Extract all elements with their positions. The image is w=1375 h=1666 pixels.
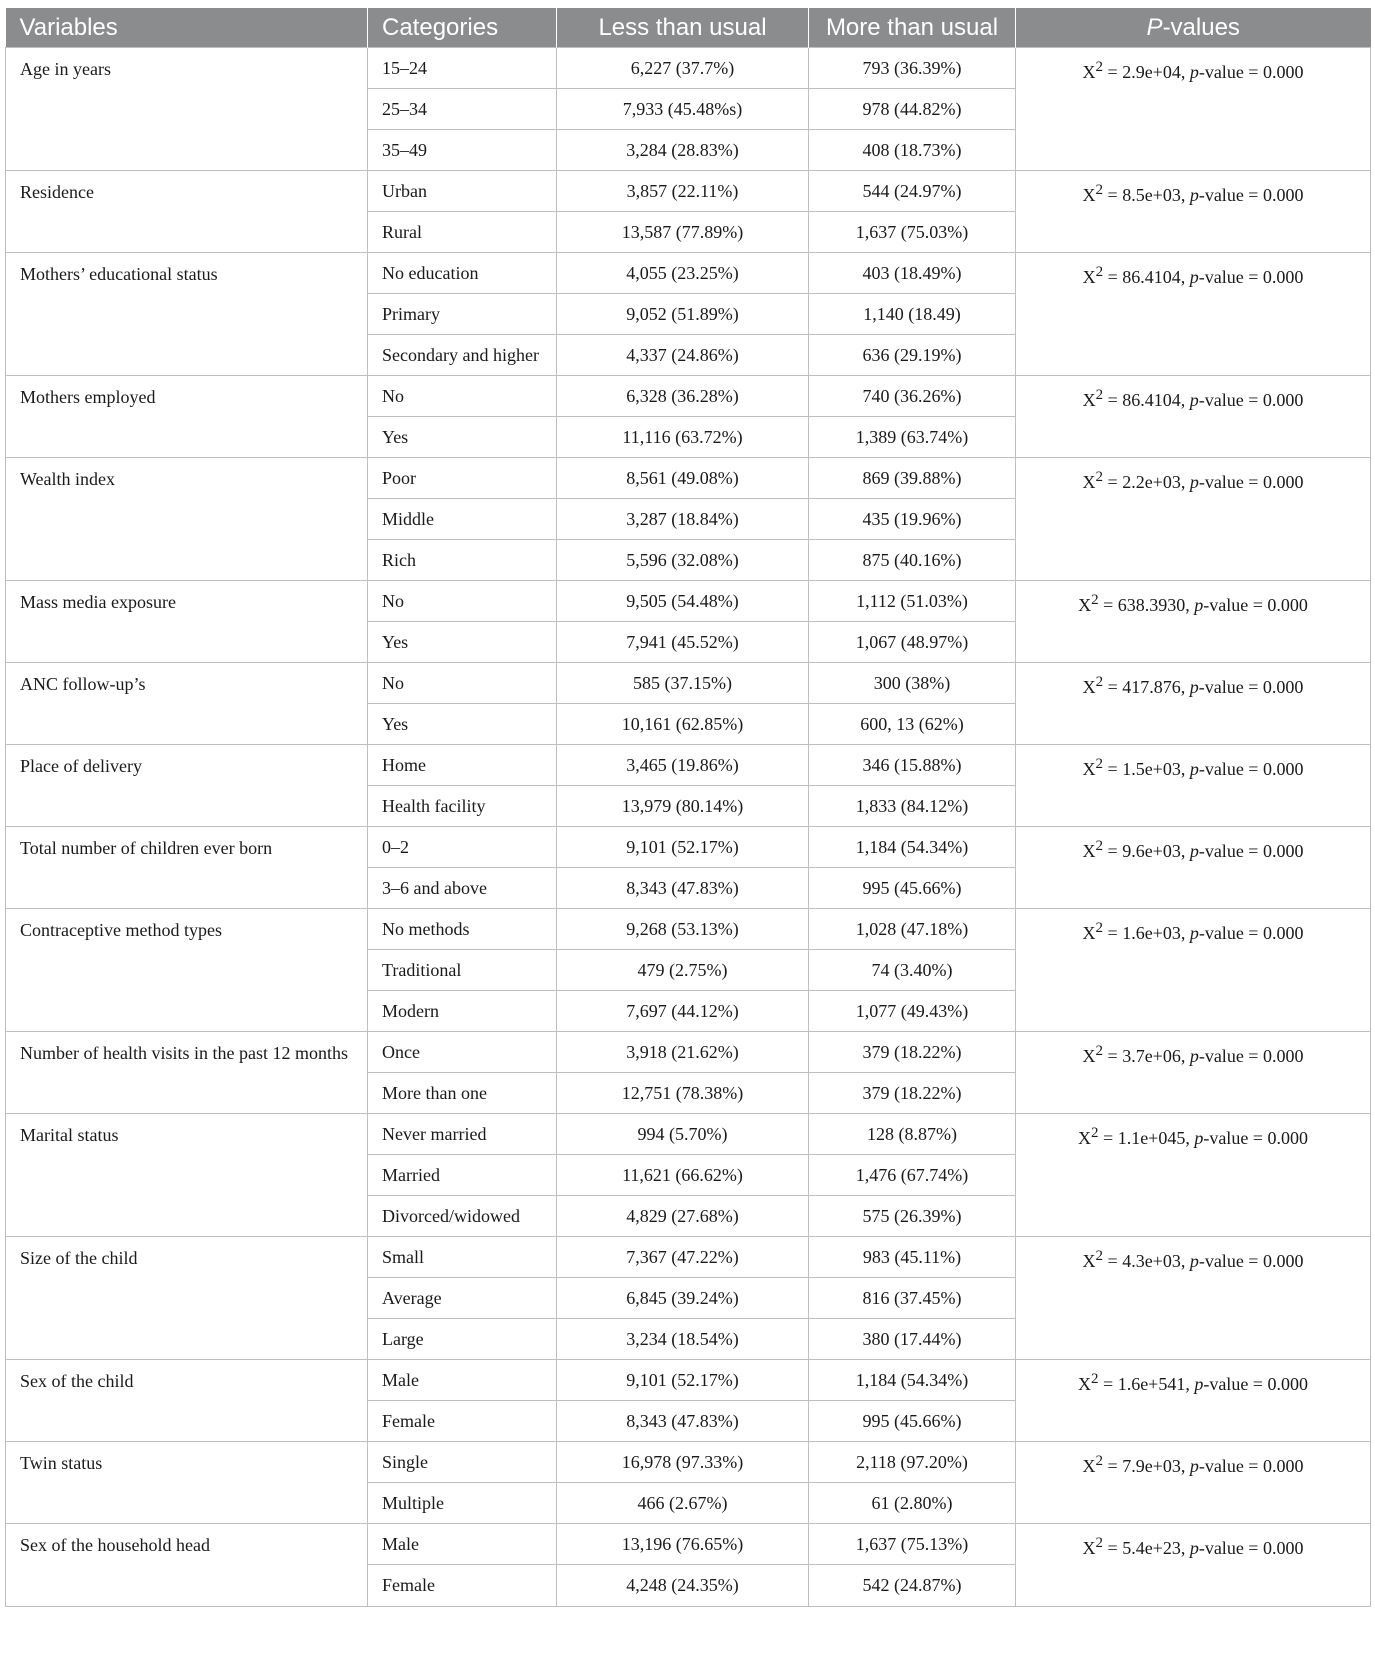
more-than-usual-cell: 875 (40.16%) (809, 540, 1016, 581)
p-value-suffix: -value = (1203, 1128, 1268, 1148)
more-than-usual-cell: 544 (24.97%) (809, 171, 1016, 212)
less-than-usual-cell: 3,234 (18.54%) (557, 1319, 809, 1360)
category-cell: Middle (368, 499, 557, 540)
less-than-usual-cell: 994 (5.70%) (557, 1114, 809, 1155)
more-than-usual-cell: 128 (8.87%) (809, 1114, 1016, 1155)
more-than-usual-cell: 380 (17.44%) (809, 1319, 1016, 1360)
p-label: p (1194, 1128, 1204, 1148)
category-cell: No (368, 581, 557, 622)
category-cell: Poor (368, 458, 557, 499)
chi-symbol: X (1082, 923, 1096, 943)
category-cell: Large (368, 1319, 557, 1360)
more-than-usual-cell: 983 (45.11%) (809, 1237, 1016, 1278)
variable-name: Wealth index (6, 458, 368, 581)
table-row (6, 171, 1371, 212)
more-than-usual-cell: 61 (2.80%) (809, 1483, 1016, 1524)
chi-symbol: X (1082, 759, 1096, 779)
table-row (6, 663, 1371, 704)
chi-symbol: X (1078, 1128, 1092, 1148)
table-row (6, 909, 1371, 950)
chi-superscript: 2 (1091, 1125, 1099, 1141)
more-than-usual-cell: 1,140 (18.49) (809, 294, 1016, 335)
category-cell: No (368, 376, 557, 417)
p-value-cell: $X^2 = 86.4104$, p-value = 0.000 (1016, 376, 1371, 458)
p-value-cell: $X^2 = 638.3930$, p-value = 0.000 (1016, 581, 1371, 663)
table-row (6, 581, 1371, 622)
more-than-usual-cell: 1,637 (75.13%) (809, 1524, 1016, 1565)
more-than-usual-cell: 379 (18.22%) (809, 1032, 1016, 1073)
category-cell: Yes (368, 704, 557, 745)
variable-name: Residence (6, 171, 368, 253)
less-than-usual-cell: 4,248 (24.35%) (557, 1565, 809, 1607)
more-than-usual-cell: 2,118 (97.20%) (809, 1442, 1016, 1483)
chi-square-value: 3.7e+06 (1122, 1046, 1181, 1066)
chi-square-value: 1.1e+045 (1117, 1128, 1186, 1148)
less-than-usual-cell: 6,227 (37.7%) (557, 48, 809, 89)
category-cell: No education (368, 253, 557, 294)
p-value-suffix: -value = (1198, 267, 1263, 287)
p-label: p (1189, 185, 1199, 205)
less-than-usual-cell: 9,101 (52.17%) (557, 1360, 809, 1401)
chi-symbol: X (1082, 472, 1096, 492)
chi-superscript: 2 (1095, 264, 1104, 280)
p-value-cell: $X^2 = 4.3e+03$, p-value = 0.000 (1016, 1237, 1371, 1360)
less-than-usual-cell: 13,196 (76.65%) (557, 1524, 809, 1565)
p-value-cell: $X^2 = 1.6e+541$, p-value = 0.000 (1016, 1360, 1371, 1442)
category-cell: Married (368, 1155, 557, 1196)
chi-square-value: 1.6e+541 (1117, 1374, 1186, 1394)
less-than-usual-cell: 3,918 (21.62%) (557, 1032, 809, 1073)
p-value-suffix: -value = (1198, 759, 1263, 779)
p-value: 0.000 (1262, 185, 1304, 205)
category-cell: Divorced/widowed (368, 1196, 557, 1237)
more-than-usual-cell: 978 (44.82%) (809, 89, 1016, 130)
more-than-usual-cell: 1,067 (48.97%) (809, 622, 1016, 663)
chi-symbol: X (1082, 1456, 1096, 1476)
p-label: p (1189, 472, 1199, 492)
variable-name: Mass media exposure (6, 581, 368, 663)
chi-square-value: 8.5e+03 (1122, 185, 1181, 205)
chi-square-value: 9.6e+03 (1122, 841, 1181, 861)
more-than-usual-cell: 346 (15.88%) (809, 745, 1016, 786)
p-label: p (1194, 595, 1204, 615)
p-value-suffix: -value = (1198, 1251, 1263, 1271)
chi-square-value: 86.4104 (1122, 390, 1181, 410)
variable-name: Mothers employed (6, 376, 368, 458)
table-row (6, 1237, 1371, 1278)
less-than-usual-cell: 466 (2.67%) (557, 1483, 809, 1524)
more-than-usual-cell: 542 (24.87%) (809, 1565, 1016, 1607)
chi-square-value: 2.9e+04 (1122, 62, 1181, 82)
p-label: p (1189, 62, 1199, 82)
variable-name: Number of health visits in the past 12 months (6, 1032, 368, 1114)
equals-sign: = (1103, 677, 1123, 697)
chi-superscript: 2 (1095, 1535, 1104, 1551)
header-more-than-usual: More than usual (809, 8, 1016, 48)
variable-name: Sex of the household head (6, 1524, 368, 1607)
p-value-cell: $X^2 = 2.2e+03$, p-value = 0.000 (1016, 458, 1371, 581)
table-row (6, 827, 1371, 868)
category-cell: Once (368, 1032, 557, 1073)
header-categories: Categories (368, 8, 557, 48)
equals-sign: = (1103, 923, 1123, 943)
p-value: 0.000 (1262, 1538, 1304, 1558)
p-value: 0.000 (1267, 1128, 1308, 1148)
more-than-usual-cell: 1,637 (75.03%) (809, 212, 1016, 253)
p-value-cell: $X^2 = 1.6e+03$, p-value = 0.000 (1016, 909, 1371, 1032)
equals-sign: = (1103, 1046, 1123, 1066)
chi-symbol: X (1078, 595, 1092, 615)
p-value: 0.000 (1262, 923, 1304, 943)
chi-symbol: X (1082, 677, 1096, 697)
p-value-cell: $X^2 = 3.7e+06$, p-value = 0.000 (1016, 1032, 1371, 1114)
category-cell: More than one (368, 1073, 557, 1114)
equals-sign: = (1103, 185, 1123, 205)
less-than-usual-cell: 3,284 (28.83%) (557, 130, 809, 171)
category-cell: Male (368, 1524, 557, 1565)
more-than-usual-cell: 816 (37.45%) (809, 1278, 1016, 1319)
less-than-usual-cell: 5,596 (32.08%) (557, 540, 809, 581)
equals-sign: = (1098, 1128, 1118, 1148)
p-value-suffix: -value = (1198, 62, 1263, 82)
p-label: p (1189, 1251, 1199, 1271)
chi-superscript: 2 (1095, 59, 1104, 75)
chi-superscript: 2 (1091, 592, 1099, 608)
table-row (6, 48, 1371, 89)
chi-superscript: 2 (1091, 1371, 1099, 1387)
category-cell: Rich (368, 540, 557, 581)
p-value-cell: $X^2 = 1.5e+03$, p-value = 0.000 (1016, 745, 1371, 827)
equals-sign: = (1103, 1456, 1123, 1476)
less-than-usual-cell: 10,161 (62.85%) (557, 704, 809, 745)
p-value-suffix: -value = (1198, 185, 1263, 205)
category-cell: 35–49 (368, 130, 557, 171)
table-row (6, 1442, 1371, 1483)
category-cell: Male (368, 1360, 557, 1401)
equals-sign: = (1103, 759, 1123, 779)
chi-symbol: X (1082, 390, 1096, 410)
category-cell: Primary (368, 294, 557, 335)
header-row (6, 8, 1371, 48)
p-value: 0.000 (1262, 1046, 1304, 1066)
chi-symbol: X (1082, 1046, 1096, 1066)
category-cell: Female (368, 1401, 557, 1442)
less-than-usual-cell: 9,268 (53.13%) (557, 909, 809, 950)
category-cell: Health facility (368, 786, 557, 827)
equals-sign: = (1098, 1374, 1118, 1394)
more-than-usual-cell: 793 (36.39%) (809, 48, 1016, 89)
chi-superscript: 2 (1095, 469, 1104, 485)
table-row (6, 1524, 1371, 1565)
category-cell: Home (368, 745, 557, 786)
table-row (6, 1032, 1371, 1073)
more-than-usual-cell: 403 (18.49%) (809, 253, 1016, 294)
less-than-usual-cell: 3,287 (18.84%) (557, 499, 809, 540)
less-than-usual-cell: 9,101 (52.17%) (557, 827, 809, 868)
chi-superscript: 2 (1095, 1043, 1104, 1059)
variable-name: Twin status (6, 1442, 368, 1524)
p-value-suffix: -value = (1198, 677, 1263, 697)
category-cell: 15–24 (368, 48, 557, 89)
less-than-usual-cell: 16,978 (97.33%) (557, 1442, 809, 1483)
chi-square-value: 5.4e+23 (1122, 1538, 1181, 1558)
equals-sign: = (1103, 472, 1123, 492)
table-body (6, 48, 1371, 1607)
p-value-suffix: -value = (1198, 841, 1263, 861)
p-value-suffix: -value = (1198, 1538, 1263, 1558)
p-value-cell: $X^2 = 1.1e+045$, p-value = 0.000 (1016, 1114, 1371, 1237)
chi-square-value: 1.6e+03 (1122, 923, 1181, 943)
category-cell: Secondary and higher (368, 335, 557, 376)
variable-name: Contraceptive method types (6, 909, 368, 1032)
less-than-usual-cell: 7,367 (47.22%) (557, 1237, 809, 1278)
more-than-usual-cell: 74 (3.40%) (809, 950, 1016, 991)
p-value: 0.000 (1262, 472, 1304, 492)
data-table (5, 8, 1371, 1607)
p-value-cell: $X^2 = 417.876$, p-value = 0.000 (1016, 663, 1371, 745)
category-cell: 25–34 (368, 89, 557, 130)
less-than-usual-cell: 7,941 (45.52%) (557, 622, 809, 663)
less-than-usual-cell: 3,465 (19.86%) (557, 745, 809, 786)
more-than-usual-cell: 1,112 (51.03%) (809, 581, 1016, 622)
table-row (6, 1360, 1371, 1401)
chi-superscript: 2 (1095, 756, 1104, 772)
chi-square-value: 1.5e+03 (1122, 759, 1181, 779)
table-row (6, 458, 1371, 499)
more-than-usual-cell: 300 (38%) (809, 663, 1016, 704)
equals-sign: = (1103, 390, 1123, 410)
more-than-usual-cell: 408 (18.73%) (809, 130, 1016, 171)
chi-superscript: 2 (1095, 387, 1104, 403)
more-than-usual-cell: 995 (45.66%) (809, 868, 1016, 909)
more-than-usual-cell: 869 (39.88%) (809, 458, 1016, 499)
chi-superscript: 2 (1095, 1453, 1104, 1469)
variable-name: Size of the child (6, 1237, 368, 1360)
more-than-usual-cell: 740 (36.26%) (809, 376, 1016, 417)
category-cell: No methods (368, 909, 557, 950)
table-row (6, 253, 1371, 294)
chi-square-value: 417.876 (1122, 677, 1181, 697)
equals-sign: = (1098, 595, 1118, 615)
table-row (6, 376, 1371, 417)
less-than-usual-cell: 3,857 (22.11%) (557, 171, 809, 212)
more-than-usual-cell: 1,028 (47.18%) (809, 909, 1016, 950)
header-variables: Variables (6, 8, 368, 48)
p-value-suffix: -value = (1198, 472, 1263, 492)
p-value: 0.000 (1262, 1456, 1304, 1476)
category-cell: Single (368, 1442, 557, 1483)
p-label: p (1189, 267, 1199, 287)
table-row (6, 1114, 1371, 1155)
p-value: 0.000 (1262, 1251, 1304, 1271)
less-than-usual-cell: 13,979 (80.14%) (557, 786, 809, 827)
less-than-usual-cell: 585 (37.15%) (557, 663, 809, 704)
chi-symbol: X (1082, 1538, 1096, 1558)
category-cell: Yes (368, 622, 557, 663)
category-cell: 3–6 and above (368, 868, 557, 909)
more-than-usual-cell: 575 (26.39%) (809, 1196, 1016, 1237)
category-cell: Yes (368, 417, 557, 458)
less-than-usual-cell: 11,116 (63.72%) (557, 417, 809, 458)
more-than-usual-cell: 636 (29.19%) (809, 335, 1016, 376)
p-label: p (1189, 1046, 1199, 1066)
more-than-usual-cell: 1,389 (63.74%) (809, 417, 1016, 458)
chi-square-value: 4.3e+03 (1122, 1251, 1181, 1271)
chi-superscript: 2 (1095, 838, 1104, 854)
equals-sign: = (1103, 841, 1123, 861)
chi-symbol: X (1082, 185, 1096, 205)
p-value: 0.000 (1262, 390, 1304, 410)
chi-symbol: X (1082, 62, 1096, 82)
more-than-usual-cell: 1,833 (84.12%) (809, 786, 1016, 827)
header-p-values: P-values (1016, 8, 1371, 48)
more-than-usual-cell: 995 (45.66%) (809, 1401, 1016, 1442)
variable-name: Marital status (6, 1114, 368, 1237)
p-value: 0.000 (1262, 841, 1304, 861)
more-than-usual-cell: 435 (19.96%) (809, 499, 1016, 540)
chi-square-value: 2.2e+03 (1122, 472, 1181, 492)
category-cell: Traditional (368, 950, 557, 991)
category-cell: Modern (368, 991, 557, 1032)
table-row (6, 745, 1371, 786)
header-less-than-usual: Less than usual (557, 8, 809, 48)
p-value-suffix: -value = (1203, 595, 1268, 615)
p-value-suffix: -value = (1198, 1046, 1263, 1066)
more-than-usual-cell: 600, 13 (62%) (809, 704, 1016, 745)
p-value-suffix: -value = (1198, 1456, 1263, 1476)
chi-superscript: 2 (1095, 920, 1104, 936)
chi-superscript: 2 (1095, 1248, 1104, 1264)
p-value: 0.000 (1262, 759, 1304, 779)
less-than-usual-cell: 7,933 (45.48%s) (557, 89, 809, 130)
less-than-usual-cell: 7,697 (44.12%) (557, 991, 809, 1032)
variable-name: Place of delivery (6, 745, 368, 827)
p-label: p (1189, 677, 1199, 697)
chi-superscript: 2 (1095, 674, 1104, 690)
chi-symbol: X (1082, 1251, 1096, 1271)
p-value-cell: $X^2 = 7.9e+03$, p-value = 0.000 (1016, 1442, 1371, 1524)
less-than-usual-cell: 13,587 (77.89%) (557, 212, 809, 253)
category-cell: Female (368, 1565, 557, 1607)
p-value: 0.000 (1262, 677, 1304, 697)
category-cell: Never married (368, 1114, 557, 1155)
less-than-usual-cell: 6,328 (36.28%) (557, 376, 809, 417)
chi-symbol: X (1078, 1374, 1092, 1394)
more-than-usual-cell: 1,184 (54.34%) (809, 1360, 1016, 1401)
chi-square-value: 86.4104 (1122, 267, 1181, 287)
less-than-usual-cell: 6,845 (39.24%) (557, 1278, 809, 1319)
less-than-usual-cell: 12,751 (78.38%) (557, 1073, 809, 1114)
p-value-suffix: -value = (1198, 923, 1263, 943)
chi-superscript: 2 (1095, 182, 1104, 198)
more-than-usual-cell: 1,184 (54.34%) (809, 827, 1016, 868)
p-value-suffix: -value = (1198, 390, 1263, 410)
p-label: p (1189, 390, 1199, 410)
p-value-cell: $X^2 = 2.9e+04$, p-value = 0.000 (1016, 48, 1371, 171)
equals-sign: = (1103, 1251, 1123, 1271)
p-label: p (1194, 1374, 1204, 1394)
less-than-usual-cell: 11,621 (66.62%) (557, 1155, 809, 1196)
more-than-usual-cell: 379 (18.22%) (809, 1073, 1016, 1114)
p-value: 0.000 (1267, 595, 1308, 615)
category-cell: 0–2 (368, 827, 557, 868)
less-than-usual-cell: 9,505 (54.48%) (557, 581, 809, 622)
variable-name: Age in years (6, 48, 368, 171)
less-than-usual-cell: 4,337 (24.86%) (557, 335, 809, 376)
variable-name: Sex of the child (6, 1360, 368, 1442)
category-cell: Multiple (368, 1483, 557, 1524)
category-cell: Average (368, 1278, 557, 1319)
equals-sign: = (1103, 1538, 1123, 1558)
p-value: 0.000 (1267, 1374, 1308, 1394)
chi-square-value: 638.3930 (1117, 595, 1186, 615)
more-than-usual-cell: 1,077 (49.43%) (809, 991, 1016, 1032)
chi-symbol: X (1082, 841, 1096, 861)
p-label: p (1189, 1456, 1199, 1476)
less-than-usual-cell: 4,829 (27.68%) (557, 1196, 809, 1237)
equals-sign: = (1103, 62, 1123, 82)
less-than-usual-cell: 8,561 (49.08%) (557, 458, 809, 499)
p-label: p (1189, 841, 1199, 861)
chi-square-value: 7.9e+03 (1122, 1456, 1181, 1476)
variable-name: ANC follow-up’s (6, 663, 368, 745)
less-than-usual-cell: 479 (2.75%) (557, 950, 809, 991)
p-value-cell: $X^2 = 9.6e+03$, p-value = 0.000 (1016, 827, 1371, 909)
p-value-cell: $X^2 = 86.4104$, p-value = 0.000 (1016, 253, 1371, 376)
less-than-usual-cell: 9,052 (51.89%) (557, 294, 809, 335)
p-label: p (1189, 759, 1199, 779)
variable-name: Mothers’ educational status (6, 253, 368, 376)
p-value-suffix: -value = (1203, 1374, 1268, 1394)
less-than-usual-cell: 4,055 (23.25%) (557, 253, 809, 294)
p-label: p (1189, 923, 1199, 943)
category-cell: Small (368, 1237, 557, 1278)
less-than-usual-cell: 8,343 (47.83%) (557, 1401, 809, 1442)
p-value-cell: $X^2 = 5.4e+23$, p-value = 0.000 (1016, 1524, 1371, 1607)
p-value: 0.000 (1262, 267, 1304, 287)
p-value: 0.000 (1262, 62, 1304, 82)
category-cell: No (368, 663, 557, 704)
equals-sign: = (1103, 267, 1123, 287)
more-than-usual-cell: 1,476 (67.74%) (809, 1155, 1016, 1196)
category-cell: Urban (368, 171, 557, 212)
less-than-usual-cell: 8,343 (47.83%) (557, 868, 809, 909)
category-cell: Rural (368, 212, 557, 253)
variable-name: Total number of children ever born (6, 827, 368, 909)
chi-symbol: X (1082, 267, 1096, 287)
p-label: p (1189, 1538, 1199, 1558)
p-value-cell: $X^2 = 8.5e+03$, p-value = 0.000 (1016, 171, 1371, 253)
